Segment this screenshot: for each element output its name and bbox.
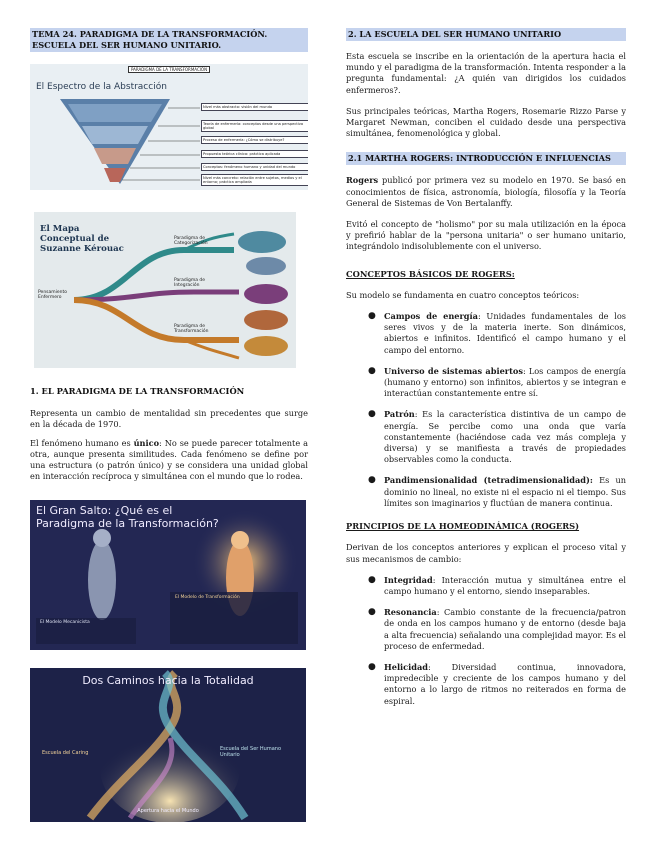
section-1-paragraph-1: Representa un cambio de mentalidad sin precedentes que surge en la década de 1970. [30,408,308,430]
level-label-5: Conceptos: fenómeno humano y unidad del mundo [201,163,308,171]
concept-term: Patrón [384,409,415,420]
list-item [346,311,626,356]
paragraph-text: El fenómeno humano es [30,437,134,448]
bullet-icon: ● [368,475,376,486]
homeodynamics-intro: Derivan de los conceptos anteriores y explican el proceso vital y sus mecanismos de cambio: [346,542,626,564]
mechanistic-caption: El Modelo Mecanicista [40,620,90,626]
section-2-paragraph-2: Sus principales teóricas, Martha Rogers, Rosemarie Rizzo Parse y Margaret Newman, conciben el cuidado desde una perspectiva simultánea, fenomenológica y global. [346,105,626,139]
list-item [346,366,626,400]
bullet-icon: ● [368,409,376,420]
emphasis-text: único [133,437,160,448]
level-label-4: Propuesta teórica clínica: práctica aplicada [201,150,308,158]
list-item [346,607,626,652]
left-column [30,28,308,822]
concept-term: Universo de sistemas abiertos [384,365,523,376]
principle-term: Helicidad [384,661,429,672]
concept-text: Es un dominio no lineal, no existe ni el espacio ni el tiempo. Sus límites son imaginarios y fluctúan de manera continua. [384,475,627,508]
bullet-icon: ● [368,607,376,618]
bullet-icon: ● [368,574,376,585]
map-branch-1: Paradigma de Categorización [174,236,208,246]
list-item [346,662,626,707]
map-branch-2: Paradigma de Integración [174,278,206,288]
conceptual-map-figure [34,212,296,368]
section-2-1-paragraph-2: Evitó el concepto de "holismo" por su mala utilización en la época y prefirió hablar de la "persona unitaria" o ser humano unitario, integrándolo indisolublemente con el universo. [346,219,626,252]
level-label-3: Proceso de enfermería: ¿Cómo se distribuye? [201,136,308,144]
concept-text: : Es la característica distintiva de un campo de energía. Se percibe como una onda que varía constantemente (haciéndose cada vez más compleja y diversa) y se manifiesta a través de propiedades observables como la conducta. [384,409,626,465]
figure-title: Dos Caminos hacia la Totalidad [82,674,254,688]
principle-term: Integridad [384,574,433,585]
transformation-caption: El Modelo de Transformación [175,595,240,601]
section-2-paragraph-1: Esta escuela se inscribe en la orientación de la apertura hacia el mundo y el paradigma de la transformación. Intenta responder a la pregunta fundamental: ¿A quién van dirigidos los cuidados enfermeros?. [346,51,626,95]
figure-title: El Mapa Conceptual de Suzanne Kérouac [40,224,124,254]
principle-term: Resonancia [384,607,437,618]
section-1-paragraph-2 [30,438,308,483]
section-2-1-paragraph-1 [346,175,626,209]
transformation-leap-figure [30,500,306,650]
list-item [346,475,626,509]
figure-title: El Espectro de la Abstracción [36,82,167,92]
list-item [346,575,626,597]
list-item [346,409,626,465]
two-paths-figure [30,668,306,822]
right-column [346,28,626,707]
homeodynamics-title: PRINCIPIOS DE LA HOMEODINÁMICA (ROGERS) [346,521,580,532]
section-1-title: 1. EL PARADIGMA DE LA TRANSFORMACIÓN [30,386,245,396]
paragraph-text: publicó por primera vez su modelo en 1970. Se basó en conocimientos de física, astronomía, biología, filosofía y la Teoría General de Sistemas de Von Bertalanffy. [346,175,626,208]
bullet-icon: ● [368,365,376,376]
concept-text: : Los campos de energía (humano y entorno) son infinitos, abiertos y se integran e interactúan constantemente entre sí. [384,365,626,399]
unitary-caption: Escuela del Ser Humano Unitario [220,746,282,759]
caring-caption: Escuela del Caring [42,750,89,757]
topic-title: TEMA 24. PARADIGMA DE LA TRANSFORMACIÓN. ESCUELA DEL SER HUMANO UNITARIO. [30,28,308,52]
abstraction-spectrum-figure [30,64,308,190]
bottom-caption: Apertura hacia el Mundo [137,808,199,815]
principle-text: : Diversidad continua, innovadora, impredecible y creciente de los campos humano y del entorno a lo largo de ritmos no reiterados en forma de espiral. [384,661,626,706]
level-label-2: Teoría de enfermería: conceptos desde una perspectiva global [201,120,308,132]
principle-text: : Cambio constante de la frecuencia/patron de onda en los campos humano y de entorno (desde baja a alta frecuencia) señalando una complejidad mayor. Es el proceso de enfermedad. [384,607,626,651]
concepts-list [346,311,626,509]
figure-top-label: PARADIGMA DE LA TRANSFORMACIÓN [128,66,210,73]
concept-term: Pandimensionalidad (tetradimensionalidad): [384,475,593,486]
level-label-6: Nivel más concreto: relación entre sujetos, medios y el entorno; práctica ampliada [201,174,308,186]
principle-text: : Interacción mutua y simultánea entre el campo humano y el entorno, siendo inseparables. [384,574,626,596]
two-paths-graphic [30,668,306,822]
concept-term: Campos de energía [384,311,478,322]
principles-list [346,575,626,707]
level-label-1: Nivel más abstracto: visión del mundo [201,103,308,111]
map-root-label: Pensamiento Enfermero [38,290,68,300]
bullet-icon: ● [368,311,376,322]
concepts-intro: Su modelo se fundamenta en cuatro conceptos teóricos: [346,289,580,300]
concepts-title: CONCEPTOS BÁSICOS DE ROGERS: [346,268,515,279]
concept-text: : Unidades fundamentales de los seres vivos y de la materia inerte. Son dinámicos, abiertos e infinitos. Identificó el campo humano y el campo del entorno. [384,311,626,355]
bullet-icon: ● [368,661,376,672]
section-2-1-title: 2.1 MARTHA ROGERS: INTRODUCCIÓN E INFLUENCIAS [346,152,626,165]
section-2-title: 2. LA ESCUELA DEL SER HUMANO UNITARIO [346,28,626,41]
figure-title: El Gran Salto: ¿Qué es el Paradigma de la Transformación? [36,504,219,531]
paragraph-text: : No se puede parecer totalmente a otra, aunque presenta similitudes. Cada fenómeno se define por una estructura (o patrón único) y se considera una unidad global en interacción recíproca y simultánea con el mundo que lo rodea. [30,437,308,482]
emphasis-text: Rogers [346,175,379,186]
map-branch-3: Paradigma de Transformación [174,324,209,334]
